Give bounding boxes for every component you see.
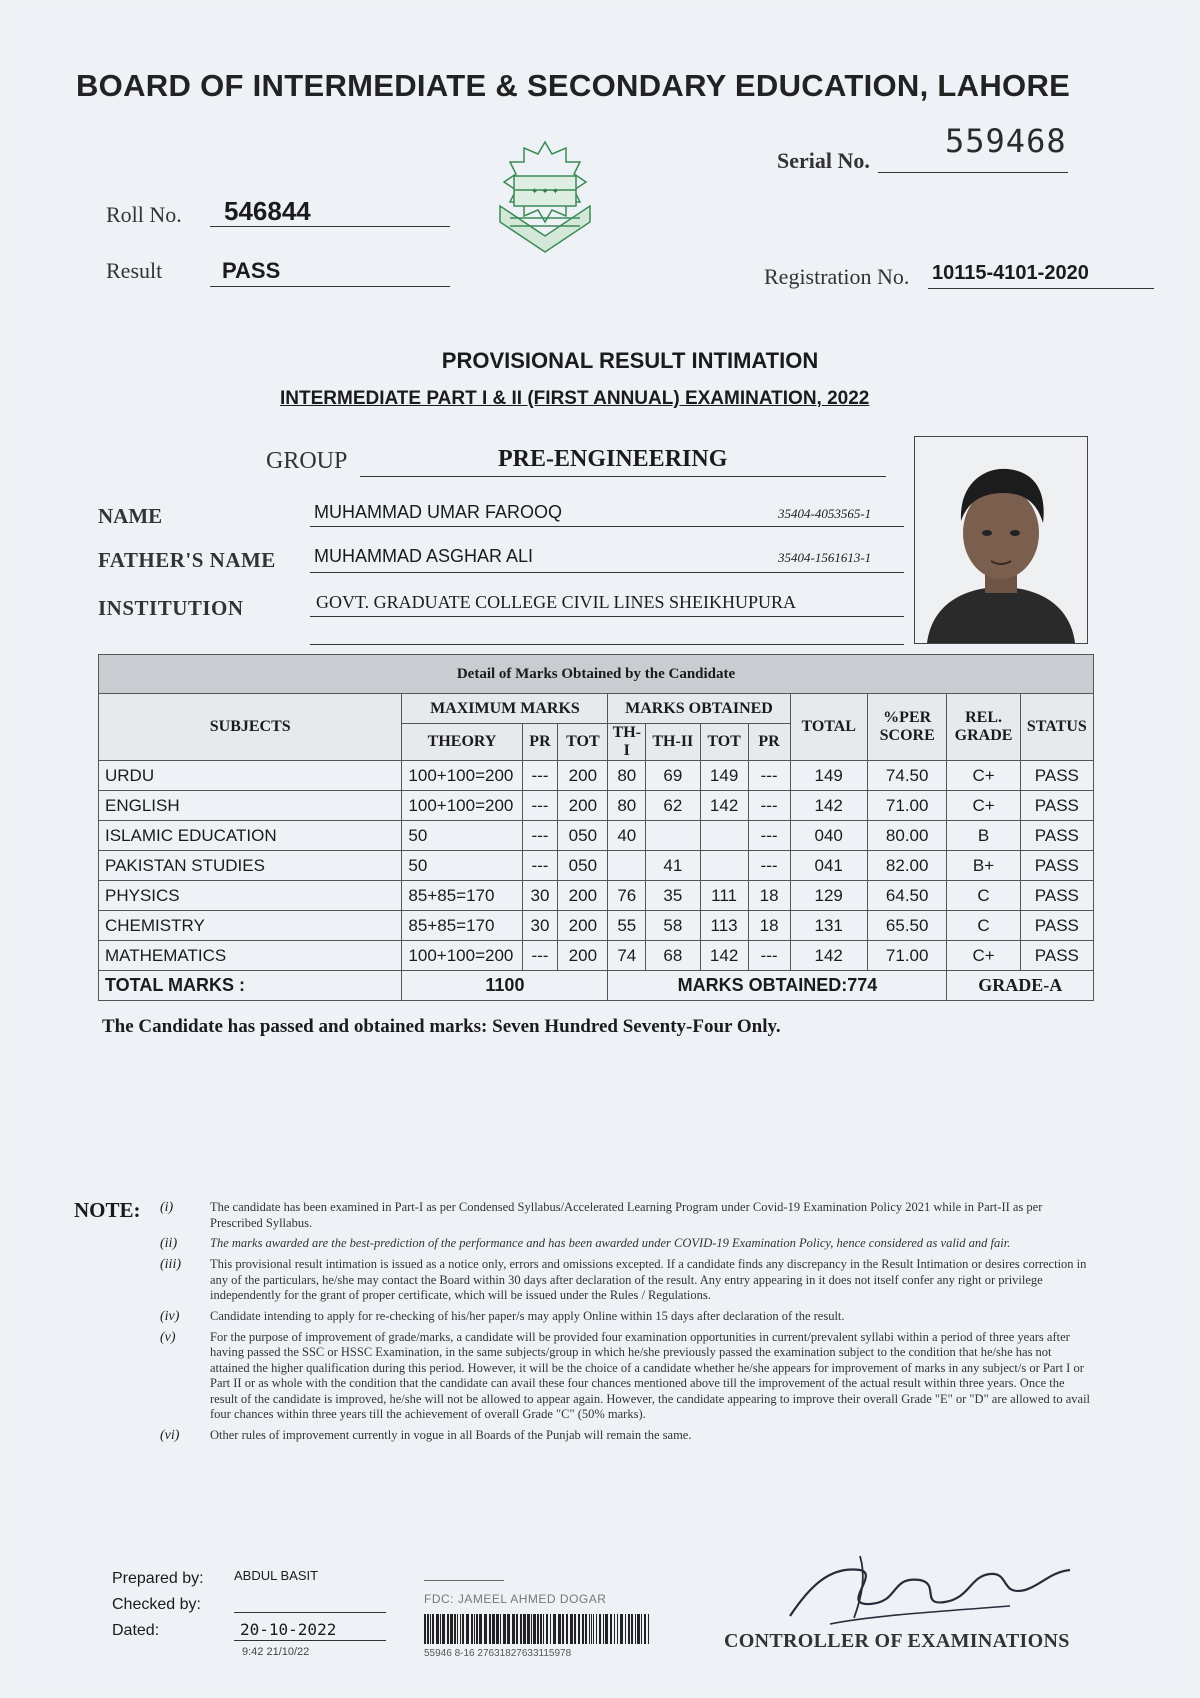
cell-pr-obtained: --- [748,761,790,791]
cell-per-score: 74.50 [867,761,947,791]
barcode-bar [599,1614,601,1644]
cell-status: PASS [1020,911,1093,941]
table-row [99,761,1094,791]
controller-title: CONTROLLER OF EXAMINATIONS [724,1630,1070,1652]
barcode-bar [589,1614,590,1644]
father-value: MUHAMMAD ASGHAR ALI [314,546,534,566]
group-label: GROUP [266,448,348,474]
note-item [160,1200,1090,1231]
barcode-bar [628,1614,630,1644]
barcode-bar [507,1614,510,1644]
barcode-bar [562,1614,564,1644]
registration-value: 10115-4101-2020 [932,262,1089,284]
note-number: (iv) [160,1308,180,1324]
cell-tot: 200 [558,941,608,971]
roll-value: 546844 [224,196,311,226]
cell-per-score: 71.00 [867,791,947,821]
cell-total: 131 [790,911,867,941]
cell-th2: 68 [646,941,700,971]
institution-line-2 [310,636,904,645]
col-pr-obtained: PR [748,724,790,761]
col-theory: THEORY [402,724,522,761]
cell-per-score: 65.50 [867,911,947,941]
institution-line [310,608,904,617]
controller-signature [770,1546,1100,1636]
col-pr: PR [522,724,558,761]
barcode-bar [462,1614,464,1644]
barcode-bar [635,1614,636,1644]
dated-value: 20-10-2022 [240,1620,337,1639]
cell-theory: 100+100=200 [402,791,522,821]
cell-tot-obtained [700,821,748,851]
marks-table-caption: Detail of Marks Obtained by the Candidate [99,655,1094,694]
cell-th2: 69 [646,761,700,791]
cell-tot-obtained: 111 [700,881,748,911]
barcode-bar [474,1614,475,1644]
cell-total: 040 [790,821,867,851]
cell-per-score: 64.50 [867,881,947,911]
col-rel-grade: REL. GRADE [947,694,1020,761]
cell-theory: 85+85=170 [402,881,522,911]
barcode-bar [440,1614,441,1644]
barcode-bar [531,1614,532,1644]
col-marks-obtained: MARKS OBTAINED [608,694,790,724]
result-value: PASS [222,258,281,283]
table-row [99,851,1094,881]
barcode-bar [578,1614,580,1644]
overall-grade: GRADE-A [947,971,1094,1001]
cell-tot: 200 [558,911,608,941]
cell-status: PASS [1020,941,1093,971]
cell-th1: 55 [608,911,646,941]
barcode-bar [454,1614,456,1644]
barcode-bar [424,1614,426,1644]
barcode-bar [644,1614,646,1644]
barcode-bar [533,1614,536,1644]
table-row [99,791,1094,821]
cell-total: 149 [790,761,867,791]
cell-status: PASS [1020,821,1093,851]
cell-grade: C+ [947,761,1020,791]
cell-tot: 200 [558,881,608,911]
table-row [99,911,1094,941]
note-item [160,1236,1090,1252]
serial-label: Serial No. [777,148,870,173]
cell-total: 142 [790,791,867,821]
col-maximum-marks: MAXIMUM MARKS [402,694,608,724]
candidate-photo [914,436,1088,644]
name-label: NAME [98,504,163,528]
barcode-bar [540,1614,542,1644]
barcode-bar [610,1614,612,1644]
portrait-icon [915,437,1087,643]
name-value: MUHAMMAD UMAR FAROOQ [314,502,563,522]
exam-title: INTERMEDIATE PART I & II (FIRST ANNUAL) EXAMINATION, 2022 [280,388,870,409]
cell-th1: 80 [608,791,646,821]
cell-theory: 100+100=200 [402,941,522,971]
cell-th1: 74 [608,941,646,971]
cell-per-score: 82.00 [867,851,947,881]
cell-th2: 62 [646,791,700,821]
fdc-line [424,1576,504,1581]
board-logo-icon [480,136,610,256]
cell-th1: 80 [608,761,646,791]
col-per-score: %PER SCORE [867,694,947,761]
barcode-bar [527,1614,530,1644]
passed-statement: The Candidate has passed and obtained marks: Seven Hundred Seventy-Four Only. [102,1016,781,1037]
cell-tot: 200 [558,761,608,791]
barcode-text: 55946 8-16 27631827633115978 [424,1648,572,1659]
cell-tot: 050 [558,821,608,851]
barcode-bar [442,1614,445,1644]
prepared-label: Prepared by: [112,1570,204,1587]
marks-table-body [99,761,1094,971]
cell-pr: --- [522,761,558,791]
barcode-bar [447,1614,449,1644]
barcode-bar [570,1614,573,1644]
barcode-bar [625,1614,626,1644]
cell-total: 129 [790,881,867,911]
prepared-value: ABDUL BASIT [234,1568,319,1583]
checked-line [234,1604,386,1613]
result-line [210,278,450,287]
registration-label: Registration No. [764,264,910,289]
cell-tot-obtained [700,851,748,881]
barcode-bar [617,1614,618,1644]
barcode-bar [489,1614,491,1644]
barcode-bar [460,1614,461,1644]
barcode-icon [424,1614,652,1644]
cell-per-score: 80.00 [867,821,947,851]
col-th1: TH-I [608,724,646,761]
checked-label: Checked by: [112,1596,201,1613]
cell-pr: --- [522,941,558,971]
result-card [10,8,1190,1688]
col-th2: TH-II [646,724,700,761]
cell-status: PASS [1020,851,1093,881]
cell-tot: 200 [558,791,608,821]
note-label: NOTE: [74,1198,141,1222]
note-text: For the purpose of improvement of grade/marks, a candidate will be provided four examination opportunities in current/prevalent syllabi within a period of three years after having passed the SSC or HSSC Examination, in the same subjects/group in which he/she previously passed the examination subject to the condition that he/she has not attained the higher qualification during this period. However, it will be the choice of a candidate whether he/she appears for improvement of marks in any subject/s or Part I or Part II or as whole with the condition that the candidate can avail these four chances mentioned above till the improvement of the actual result within three years. Once the result of the candidate is improved, he/she will not be allowed to appear again. However, the candidate appearing to improve their overall Grade "E" or "D" are allowed to avail four chances within three years till the achievement of overall Grade "C" (50% marks). [210,1329,1091,1421]
cell-subject: PAKISTAN STUDIES [99,851,402,881]
barcode-bar [479,1614,482,1644]
group-value: PRE-ENGINEERING [498,446,728,472]
cell-th1: 76 [608,881,646,911]
note-number: (i) [160,1200,174,1215]
cell-pr-obtained: --- [748,851,790,881]
cell-th1 [608,851,646,881]
barcode-bar [520,1614,522,1644]
barcode-bar [500,1614,501,1644]
marks-table [98,654,1094,1001]
barcode-bar [550,1614,551,1644]
barcode-bar [582,1614,584,1644]
cell-pr-obtained: --- [748,791,790,821]
cell-grade: C [947,911,1020,941]
cell-total: 142 [790,941,867,971]
cell-th2: 58 [646,911,700,941]
cell-pr-obtained: 18 [748,881,790,911]
cell-subject: ISLAMIC EDUCATION [99,821,402,851]
cell-pr: 30 [522,881,558,911]
table-total-row [99,971,1094,1001]
barcode-bar [503,1614,506,1644]
cell-status: PASS [1020,881,1093,911]
note-item [160,1428,1090,1444]
cell-grade: B+ [947,851,1020,881]
father-line [310,564,904,573]
cell-tot: 050 [558,851,608,881]
barcode-bar [430,1614,431,1644]
cell-subject: MATHEMATICS [99,941,402,971]
barcode-bar [512,1614,515,1644]
cell-pr: --- [522,851,558,881]
table-row [99,881,1094,911]
result-title: PROVISIONAL RESULT INTIMATION [441,348,819,373]
barcode-bar [523,1614,526,1644]
marks-obtained-total: MARKS OBTAINED:774 [608,971,947,1001]
svg-text:✦ ✦ ✦: ✦ ✦ ✦ [530,187,560,197]
cell-theory: 100+100=200 [402,761,522,791]
barcode-bar [427,1614,429,1644]
time-stamp: 9:42 21/10/22 [242,1646,310,1658]
barcode-bar [476,1614,478,1644]
table-row [99,941,1094,971]
note-number: (iii) [160,1257,181,1272]
note-number: (ii) [160,1236,178,1251]
barcode-bar [436,1614,439,1644]
barcode-bar [546,1614,548,1644]
dated-label: Dated: [112,1622,160,1639]
barcode-bar [432,1614,434,1644]
roll-line [210,218,450,227]
note-text: This provisional result intimation is issued as a notice only, errors and omissions excepted. If a candidate finds any discrepancy in the Result Intimation or desires correction in any of the particulars, he/she may contact the Board within 30 days after declaration of the result. Any entry appearing in it does not itself confer any right or privilege independently for the grant of proper certificate, which will be issued under the Rules / Regulations. [210,1257,1087,1302]
institution-value: GOVT. GRADUATE COLLEGE CIVIL LINES SHEIKHUPURA [316,592,796,612]
roll-label: Roll No. [106,202,182,227]
col-total: TOTAL [790,694,867,761]
barcode-bar [496,1614,499,1644]
signature-icon [770,1546,1100,1636]
barcode-bar [591,1614,592,1644]
cell-th1: 40 [608,821,646,851]
barcode-bar [484,1614,487,1644]
cell-grade: C [947,881,1020,911]
father-label: FATHER'S NAME [98,548,276,572]
total-marks-label: TOTAL MARKS : [99,971,402,1001]
barcode-bar [637,1614,640,1644]
cell-tot-obtained: 142 [700,791,748,821]
board-title: BOARD OF INTERMEDIATE & SECONDARY EDUCATION, LAHORE [76,68,1071,103]
cell-pr-obtained: 18 [748,911,790,941]
board-logo [480,136,610,256]
cell-status: PASS [1020,761,1093,791]
col-subjects: SUBJECTS [99,694,402,761]
cell-pr: --- [522,791,558,821]
barcode-bar [516,1614,518,1644]
cell-tot-obtained: 113 [700,911,748,941]
institution-label: INSTITUTION [98,596,244,620]
father-cnic: 35404-1561613-1 [778,550,872,565]
result-label: Result [106,258,163,283]
col-tot-obtained: TOT [700,724,748,761]
serial-line [878,158,1068,173]
note-item [160,1330,1090,1423]
name-cnic: 35404-4053565-1 [778,506,872,521]
barcode-bar [543,1614,544,1644]
cell-pr-obtained: --- [748,941,790,971]
note-text: The candidate has been examined in Part-I as per Condensed Syllabus/Accelerated Learning Program under Covid-19 Examination Policy 2021 while in Part-II as per Prescribed Syllabus. [210,1200,1043,1230]
barcode-bar [603,1614,604,1644]
barcode-bar [450,1614,453,1644]
cell-theory: 85+85=170 [402,911,522,941]
table-row [99,821,1094,851]
barcode-bar [574,1614,576,1644]
cell-status: PASS [1020,791,1093,821]
barcode-bar [620,1614,623,1644]
note-text: The marks awarded are the best-prediction of the performance and has been awarded under COVID-19 Examination Policy, hence considered as valid and fair. [210,1236,1011,1250]
cell-theory: 50 [402,851,522,881]
fdc-name: FDC: JAMEEL AHMED DOGAR [424,1592,607,1606]
registration-line [928,280,1154,289]
cell-grade: C+ [947,941,1020,971]
barcode [424,1614,652,1644]
barcode-bar [492,1614,495,1644]
serial-number: 559468 [945,122,1067,160]
barcode-bar [605,1614,608,1644]
cell-tot-obtained: 149 [700,761,748,791]
cell-th2: 35 [646,881,700,911]
barcode-bar [558,1614,561,1644]
barcode-bar [614,1614,615,1644]
barcode-bar [596,1614,597,1644]
cell-subject: URDU [99,761,402,791]
barcode-bar [593,1614,594,1644]
note-number: (v) [160,1329,176,1345]
note-text: Candidate intending to apply for re-checking of his/her paper/s may apply Online within 15 days after declaration of the result. [210,1308,845,1323]
col-status: STATUS [1020,694,1093,761]
cell-total: 041 [790,851,867,881]
barcode-bar [631,1614,633,1644]
cell-th2 [646,821,700,851]
barcode-bar [641,1614,642,1644]
barcode-bar [471,1614,473,1644]
barcode-bar [466,1614,469,1644]
cell-subject: CHEMISTRY [99,911,402,941]
cell-pr: 30 [522,911,558,941]
dated-line [234,1632,386,1641]
barcode-bar [585,1614,587,1644]
cell-subject: PHYSICS [99,881,402,911]
total-max-marks: 1100 [402,971,608,1001]
cell-th2: 41 [646,851,700,881]
cell-pr: --- [522,821,558,851]
cell-per-score: 71.00 [867,941,947,971]
barcode-bar [553,1614,556,1644]
note-item [160,1309,1090,1325]
col-tot: TOT [558,724,608,761]
cell-subject: ENGLISH [99,791,402,821]
name-line [310,518,904,527]
note-number: (vi) [160,1427,180,1443]
barcode-bar [537,1614,539,1644]
marks-table-wrap [98,654,1094,1001]
notes-list [160,1200,1090,1449]
note-text: Other rules of improvement currently in vogue in all Boards of the Punjab will remain the same. [210,1427,692,1442]
barcode-bar [457,1614,458,1644]
cell-grade: B [947,821,1020,851]
cell-pr-obtained: --- [748,821,790,851]
note-item [160,1257,1090,1304]
cell-grade: C+ [947,791,1020,821]
group-line [360,468,886,477]
barcode-bar [566,1614,568,1644]
cell-theory: 50 [402,821,522,851]
barcode-bar [648,1614,649,1644]
cell-tot-obtained: 142 [700,941,748,971]
